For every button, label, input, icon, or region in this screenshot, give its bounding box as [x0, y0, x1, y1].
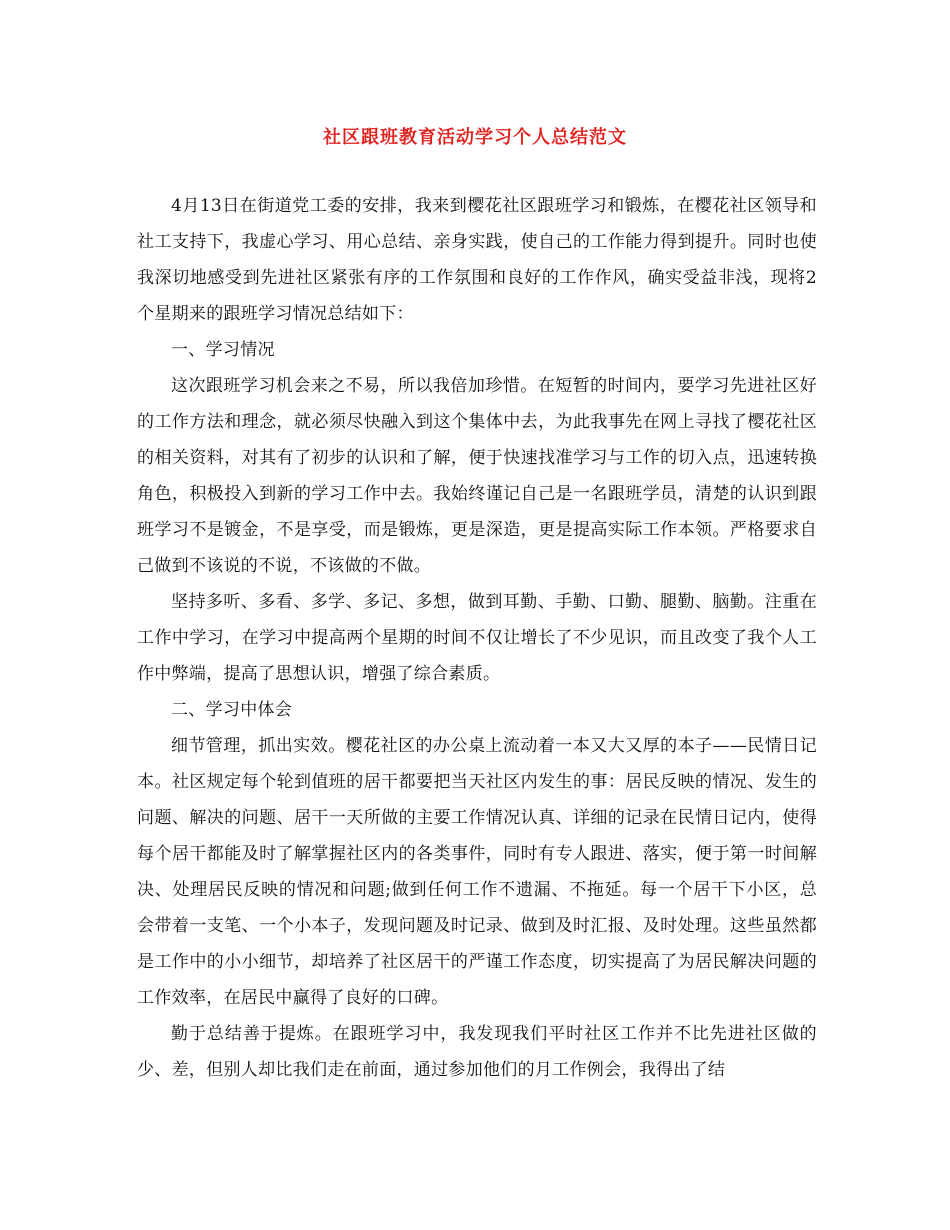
paragraph-detail-management: 细节管理，抓出实效。樱花社区的办公桌上流动着一本又大又厚的本子——民情日记本。社区规定每个轮到值班的居干都要把当天社区内发生的事：居民反映的情况、发生的问题、解决的问题、居干一天所做的主要工作情况认真、详细的记录在民情日记内，使得每个居干都能及时了解掌握社区内的各类事件，同时有专人跟进、落实，便于第一时间解决、处理居民反映的情况和问题;做到任何工作不遗漏、不拖延。每一个居干下小区，总会带着一支笔、一个小本子，发现问题及时记录、做到及时汇报、及时处理。这些虽然都是工作中的小小细节，却培养了社区居干的严谨工作态度，切实提高了为居民解决问题的工作效率，在居民中赢得了良好的口碑。	[137, 736, 817, 1008]
section-heading-study: 一、学习情况	[171, 340, 275, 360]
section-heading-experience: 二、学习中体会	[171, 700, 293, 720]
paragraph-summary: 勤于总结善于提炼。在跟班学习中，我发现我们平时社区工作并不比先进社区做的少、差，但别人却比我们走在前面，通过参加他们的月工作例会，我得出了结	[137, 1024, 817, 1080]
document-title: 社区跟班教育活动学习个人总结范文	[323, 127, 627, 148]
paragraph-study-opportunity: 这次跟班学习机会来之不易，所以我倍加珍惜。在短暂的时间内，要学习先进社区好的工作方法和理念，就必须尽快融入到这个集体中去，为此我事先在网上寻找了樱花社区的相关资料，对其有了初步的认识和了解，便于快速找准学习与工作的切入点，迅速转换角色，积极投入到新的学习工作中去。我始终谨记自己是一名跟班学员，清楚的认识到跟班学习不是镀金，不是享受，而是锻炼，更是深造，更是提高实际工作本领。严格要求自己做到不该说的不说，不该做的不做。	[137, 376, 817, 576]
paragraph-study-habits: 坚持多听、多看、多学、多记、多想，做到耳勤、手勤、口勤、腿勤、脑勤。注重在工作中学习，在学习中提高两个星期的时间不仅让增长了不少见识，而且改变了我个人工作中弊端，提高了思想认识，增强了综合素质。	[137, 592, 817, 684]
document-body	[137, 188, 817, 1088]
paragraph-intro: 4月13日在街道党工委的安排，我来到樱花社区跟班学习和锻炼，在樱花社区领导和社工支持下，我虚心学习、用心总结、亲身实践，使自己的工作能力得到提升。同时也使我深切地感受到先进社区紧张有序的工作氛围和良好的工作作风，确实受益非浅，现将2个星期来的跟班学习情况总结如下：	[137, 196, 817, 324]
